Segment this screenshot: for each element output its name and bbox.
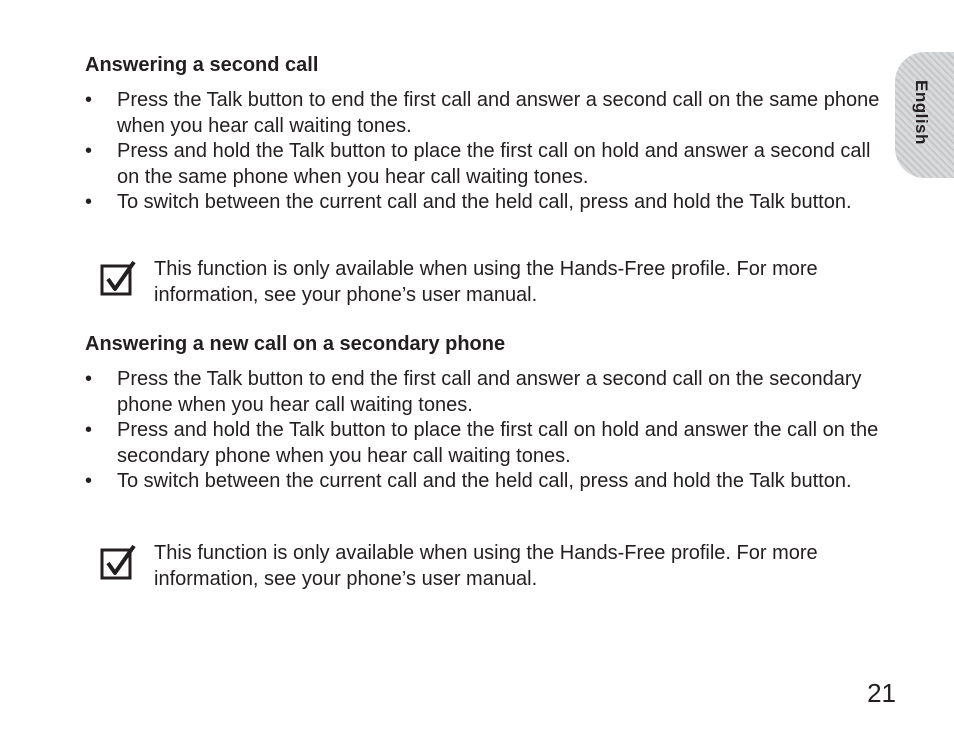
- list-item: • To switch between the current call and the held call, press and hold the Talk button.: [85, 190, 885, 216]
- checkbox-check-icon: [100, 544, 136, 580]
- bullet-list-secondary-phone: [85, 367, 885, 495]
- list-item: • Press and hold the Talk button to place the first call on hold and answer the call on the secondary phone when you hear call waiting tones.: [85, 418, 885, 469]
- list-item: • Press the Talk button to end the first call and answer a second call on the same phone when you hear call waiting tones.: [85, 88, 885, 139]
- bullet-list-second-call: [85, 88, 885, 216]
- language-tab: [895, 52, 954, 178]
- checkbox-check-icon: [100, 260, 136, 296]
- language-tab-label: English: [912, 79, 931, 145]
- section-heading-second-call: Answering a second call: [85, 54, 319, 76]
- note-box: [100, 540, 860, 596]
- note-box: [100, 256, 860, 312]
- note-text: This function is only available when using the Hands-Free profile. For more information, see your phone’s user manual.: [154, 258, 818, 306]
- list-item: • Press the Talk button to end the first call and answer a second call on the secondary phone when you hear call waiting tones.: [85, 367, 885, 418]
- page-number: 21: [867, 678, 896, 708]
- note-text: This function is only available when using the Hands-Free profile. For more information, see your phone’s user manual.: [154, 542, 818, 590]
- list-item: • To switch between the current call and the held call, press and hold the Talk button.: [85, 469, 885, 495]
- list-item: • Press and hold the Talk button to place the first call on hold and answer a second call on the same phone when you hear call waiting tones.: [85, 139, 885, 190]
- section-heading-secondary-phone: Answering a new call on a secondary phone: [85, 333, 506, 355]
